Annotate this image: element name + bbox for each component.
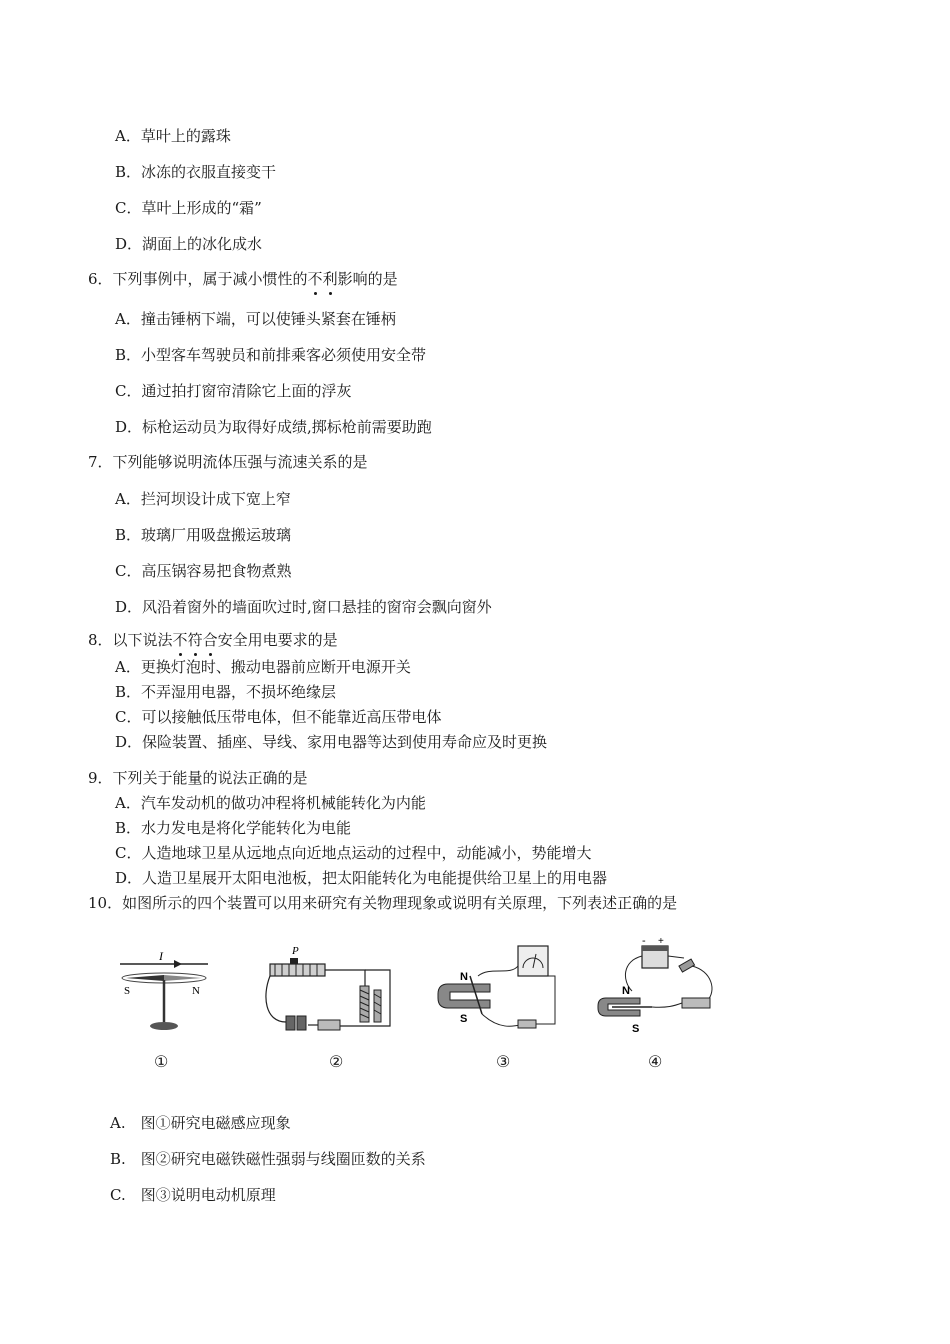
q6-option-d: D．标枪运动员为取得好成绩,掷标枪前需要助跑 (115, 418, 432, 436)
q5-option-b: B．冰冻的衣服直接变干 (115, 163, 277, 181)
fig4-s-label: S (632, 1023, 640, 1035)
q6-option-c: C．通过拍打窗帘清除它上面的浮灰 (115, 382, 352, 400)
q6-emphasis-2: 利 (322, 270, 338, 288)
q8-option-d: D．保险装置、插座、导线、家用电器等达到使用寿命应及时更换 (115, 733, 548, 751)
q8-option-b: B．不弄湿用电器，不损坏绝缘层 (115, 683, 337, 701)
q9-option-d: D．人造卫星展开太阳电池板，把太阳能转化为电能提供给卫星上的用电器 (115, 869, 608, 887)
fig4-minus-label: - (642, 936, 646, 947)
q6-stem-post: 影响的是 (337, 270, 398, 288)
q7-option-a: A．拦河坝设计成下宽上窄 (115, 490, 291, 508)
q9-option-a: A．汽车发动机的做功冲程将机械能转化为内能 (115, 794, 426, 812)
fig1-current-label: I (159, 949, 163, 963)
q6-option-b: B．小型客车驾驶员和前排乘客必须使用安全带 (115, 346, 427, 364)
figure-1-oersted (112, 936, 217, 1036)
figure-2-electromagnet (250, 936, 410, 1036)
q7-option-b: B．玻璃厂用吸盘搬运玻璃 (115, 526, 292, 544)
q8-emphasis-3: 合 (202, 631, 218, 649)
q10-option-b: B. 图②研究电磁铁磁性强弱与线圈匝数的关系 (110, 1150, 426, 1168)
q5-option-a: A．草叶上的露珠 (115, 127, 231, 145)
q9-stem: 9．下列关于能量的说法正确的是 (88, 769, 308, 787)
fig4-n-label: N (622, 985, 630, 997)
fig1-s-label: S (124, 985, 131, 997)
q8-emphasis-1: 不 (172, 631, 188, 649)
figure-label-1: ① (154, 1052, 169, 1071)
q6-stem (88, 269, 398, 289)
q6-stem-pre: 6．下列事例中，属于减小惯性的 (88, 270, 308, 288)
q8-stem-post: 安全用电要求的是 (217, 631, 338, 649)
q10-option-c: C. 图③说明电动机原理 (110, 1186, 276, 1204)
fig4-plus-label: + (658, 936, 664, 947)
q6-option-a: A．撞击锤柄下端，可以使锤头紧套在锤柄 (115, 310, 396, 328)
q8-option-a: A．更换灯泡时、搬动电器前应断开电源开关 (115, 658, 411, 676)
figure-label-4: ④ (648, 1052, 663, 1071)
q7-option-c: C．高压锅容易把食物煮熟 (115, 562, 292, 580)
q5-option-d: D．湖面上的冰化成水 (115, 235, 263, 253)
q8-option-c: C．可以接触低压带电体，但不能靠近高压带电体 (115, 708, 442, 726)
figure-4-motor (592, 936, 722, 1036)
q8-emphasis-2: 符 (187, 631, 203, 649)
q10-stem: 10．如图所示的四个装置可以用来研究有关物理现象或说明有关原理，下列表述正确的是 (88, 894, 678, 912)
q7-stem: 7．下列能够说明流体压强与流速关系的是 (88, 453, 368, 471)
figure-3-induction (430, 936, 570, 1036)
fig3-s-label: S (460, 1013, 468, 1025)
q9-option-c: C．人造地球卫星从远地点向近地点运动的过程中，动能减小，势能增大 (115, 844, 592, 862)
q8-stem-pre: 8．以下说法 (88, 631, 173, 649)
fig3-n-label: N (460, 971, 468, 983)
q8-stem (88, 630, 338, 650)
q5-option-c: C．草叶上形成的“霜” (115, 199, 262, 217)
q7-option-d: D．风沿着窗外的墙面吹过时,窗口悬挂的窗帘会飘向窗外 (115, 598, 492, 616)
figure-label-2: ② (329, 1052, 344, 1071)
figure-label-3: ③ (496, 1052, 511, 1071)
q9-option-b: B．水力发电是将化学能转化为电能 (115, 819, 352, 837)
fig2-p-label: P (292, 945, 299, 957)
fig1-n-label: N (192, 985, 200, 997)
q10-option-a: A. 图①研究电磁感应现象 (110, 1114, 291, 1132)
q6-emphasis-1: 不 (307, 270, 323, 288)
